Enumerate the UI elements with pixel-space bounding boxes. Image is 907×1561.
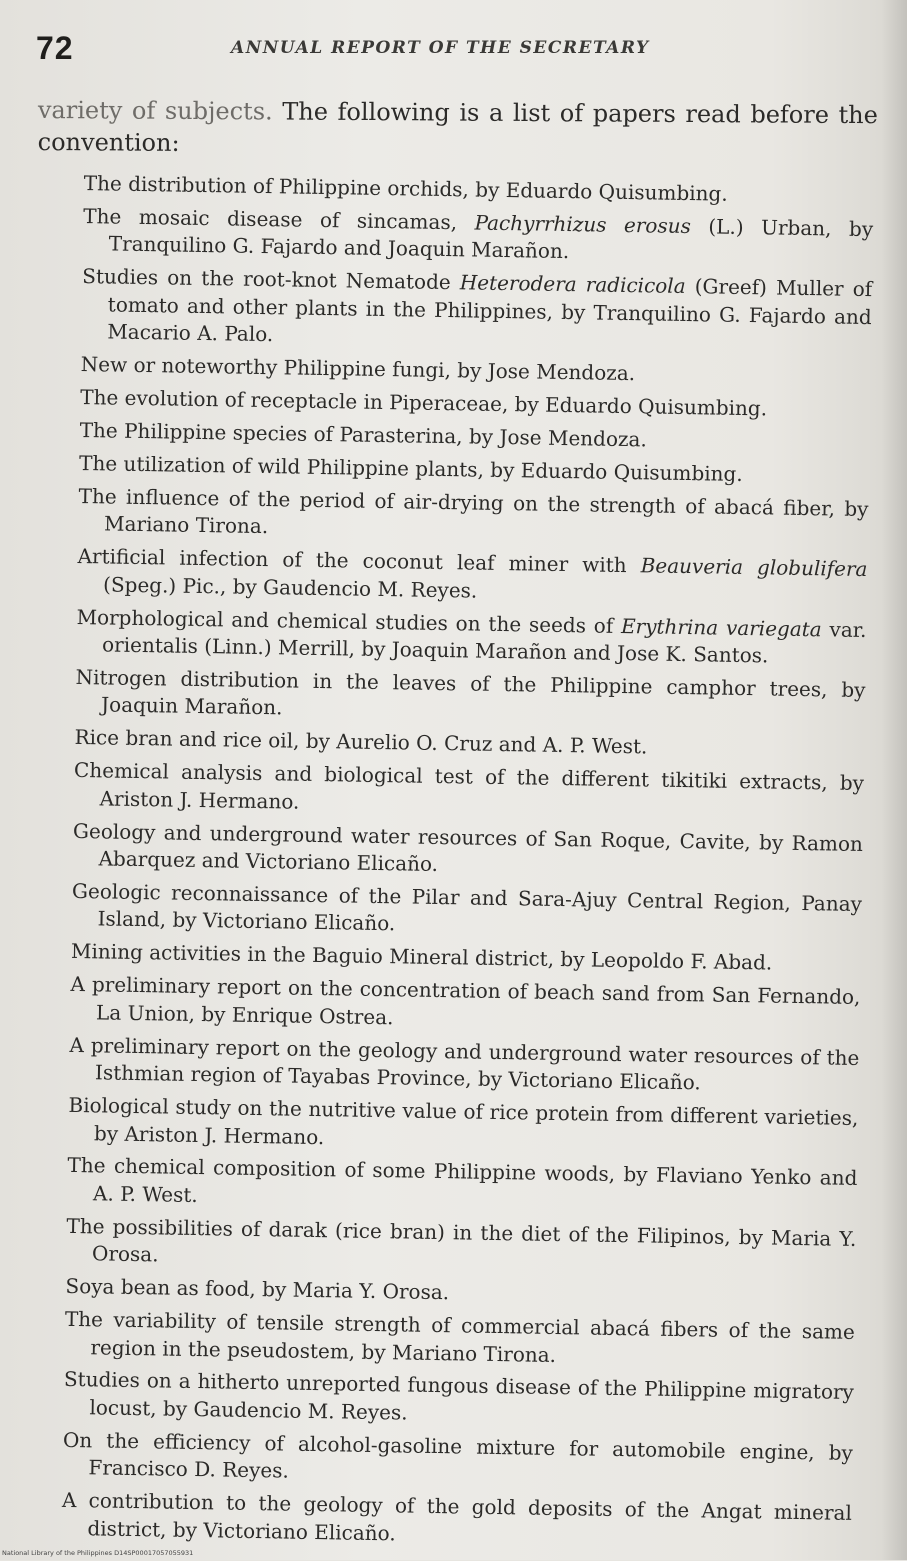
papers-list [61,170,874,1561]
page-number: 72 [36,30,74,66]
paper-scientific-name: Heterodera radicicola [459,270,686,299]
paper-text: The influence of the period of air-drying on the strength of abacá fiber, by Mariano Tirona. [78,483,869,539]
paper-text: A contribution to the geology of the gold deposits of the Angat mineral district, by Victoriano Elicaño. [61,1488,853,1546]
binding-edge-shadow [881,0,907,1560]
page-header [36,30,696,70]
paper-entry [76,603,867,671]
intro-text: The following is a list of papers read before the convention: [37,97,878,157]
paper-entry [75,664,866,732]
paper-scientific-name: Beauveria globulifera [640,553,868,582]
paper-text-continued: (Greef) Muller of tomato and other plants in the Philippines, by Tranquilino G. Fajardo and Macario A. Palo. [107,274,873,347]
paper-entry [62,1427,853,1495]
paper-text: Artificial infection of the coconut leaf miner with [77,544,641,578]
paper-text: The variability of tensile strength of commercial abacá fibers of the same region in the pseudostem, by Mariano Tirona. [64,1306,856,1367]
paper-scientific-name: Pachyrrhizus erosus [474,210,692,238]
paper-scientific-name: Erythrina variegata [620,613,822,641]
paper-entry [71,878,862,946]
running-head: ANNUAL REPORT OF THE SECRETARY [231,38,650,58]
paper-text: Biological study on the nutritive value of rice protein from different varieties, by Ariston J. Hermano. [68,1092,859,1149]
paper-text: The mosaic disease of sincamas, [83,203,475,235]
paper-entry [64,1306,855,1374]
paper-text: Studies on a hitherto unreported fungous disease of the Philippine migratory locust, by Gaudencio M. Reyes. [63,1367,855,1425]
paper-text: New or noteworthy Philippine fungi, by Jose Mendoza. [80,352,636,386]
intro-paragraph [38,94,878,163]
paper-text: The evolution of receptacle in Piperaceae, by Eduardo Quisumbing. [80,385,768,421]
paper-text: Mining activities in the Baguio Mineral district, by Leopoldo F. Abad. [70,939,773,975]
paper-text: Studies on the root-knot Nematode [82,264,461,295]
paper-text-continued: var. orientalis (Linn.) Merrill, by Joaquin Marañon and Jose K. Santos. [101,616,867,668]
paper-text-continued: (Speg.) Pic., by Gaudencio M. Reyes. [102,572,478,603]
paper-text: The chemical composition of some Philippine woods, by Flaviano Yenko and A. P. West. [67,1153,858,1207]
paper-entry [78,483,869,551]
paper-text: Rice bran and rice oil, by Aurelio O. Cruz and A. P. West. [74,725,648,759]
paper-entry [70,971,861,1039]
paper-text: Morphological and chemical studies on the seeds of [76,604,622,638]
paper-text-continued: (L.) Urban, by Tranquilino G. Fajardo and Joaquin Marañon. [108,213,874,264]
paper-entry [81,263,872,359]
library-credit: National Library of the Philippines D14SP00017057055931 [2,1549,194,1557]
paper-entry [68,1092,859,1160]
paper-entry [73,757,864,825]
paper-entry [69,1032,860,1100]
intro-faint-text: variety of subjects. [37,95,273,126]
paper-text: Chemical analysis and biological test of the different tikitiki extracts, by Ariston J. Hermano. [73,758,865,814]
paper-entry [77,543,868,611]
paper-entry [67,1152,858,1220]
paper-text: Nitrogen distribution in the leaves of the Philippine camphor trees, by Joaquin Marañon. [75,664,866,720]
paper-text: Soya bean as food, by Maria Y. Orosa. [65,1274,450,1305]
paper-entry [63,1366,854,1434]
paper-entry [61,1487,852,1555]
paper-entry [72,817,863,885]
paper-text: Geology and underground water resources of San Roque, Cavite, by Ramon Abarquez and Victoriano Elicaño. [72,818,864,877]
paper-text: The possibilities of darak (rice bran) in the diet of the Filipinos, by Maria Y. Orosa. [66,1213,857,1267]
paper-text: Geologic reconnaissance of the Pilar and Sara-Ajuy Central Region, Panay Island, by Victoriano Elicaño. [71,878,863,936]
paper-text: On the efficiency of alcohol-gasoline mixture for automobile engine, by Francisco D. Reyes. [62,1427,854,1483]
paper-text: A preliminary report on the concentration of beach sand from San Fernando, La Union, by Enrique Ostrea. [70,972,861,1029]
paper-text: A preliminary report on the geology and underground water resources of the Isthmian region of Tayabas Province, by Victoriano Elicaño. [69,1032,860,1095]
paper-entry [66,1213,857,1281]
paper-entry [83,203,874,271]
paper-text: The distribution of Philippine orchids, by Eduardo Quisumbing. [83,170,728,206]
paper-text: The utilization of wild Philippine plants, by Eduardo Quisumbing. [78,450,743,486]
paper-text: The Philippine species of Parasterina, by Jose Mendoza. [79,417,647,452]
